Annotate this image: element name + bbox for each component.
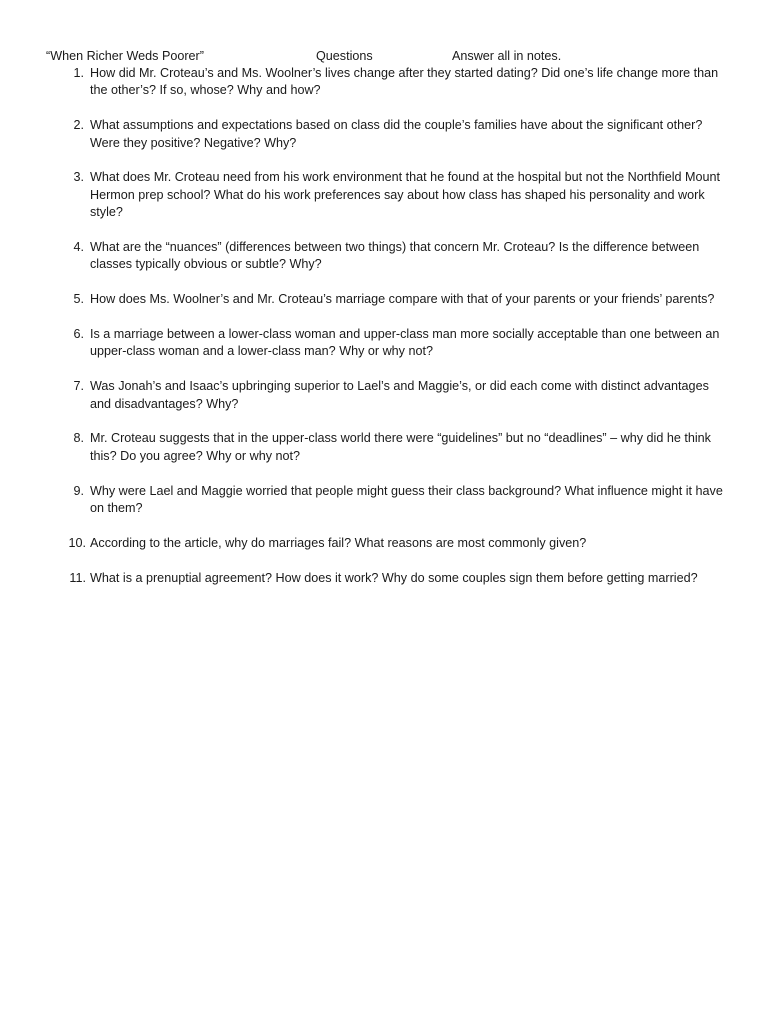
question-item	[0, 169, 768, 221]
document-header	[46, 47, 726, 65]
question-number: 10.	[68, 535, 86, 550]
section-label: Questions	[316, 49, 373, 63]
question-text: What does Mr. Croteau need from his work environment that he found at the hospital but not the Northfield Mount Hermon prep school? What do his work preferences say about how class has shaped his personality and work style?	[90, 170, 721, 220]
question-text: What assumptions and expectations based on class did the couple’s families have about the significant other? Were they positive? Negative? Why?	[90, 118, 703, 150]
document-title: “When Richer Weds Poorer”	[46, 49, 204, 63]
question-item	[0, 378, 768, 413]
question-item	[0, 535, 768, 552]
question-text: Mr. Croteau suggests that in the upper-class world there were “guidelines” but no “deadlines” – why did he think this? Do you agree? Why or why not?	[90, 431, 711, 463]
question-number: 1.	[73, 66, 84, 80]
question-item	[0, 483, 768, 518]
question-text: According to the article, why do marriages fail? What reasons are most commonly given?	[90, 535, 587, 550]
question-item	[0, 291, 768, 308]
question-item	[0, 570, 768, 587]
question-number: 11.	[69, 570, 86, 585]
question-text: Is a marriage between a lower-class woman and upper-class man more socially acceptable than one between an upper-class woman and a lower-class man? Why or why not?	[90, 327, 720, 359]
question-item	[0, 239, 768, 274]
question-number: 5.	[73, 292, 84, 307]
question-number: 4.	[73, 240, 84, 255]
question-number: 8.	[73, 431, 84, 446]
instruction-text: Answer all in notes.	[452, 49, 562, 63]
question-number: 7.	[73, 379, 84, 394]
question-text: How does Ms. Woolner’s and Mr. Croteau’s marriage compare with that of your parents or your friends’ parents?	[90, 292, 715, 307]
question-number: 3.	[73, 170, 84, 185]
question-text: What is a prenuptial agreement? How does it work? Why do some couples sign them before getting married?	[90, 570, 698, 585]
question-item	[0, 430, 768, 465]
question-text: How did Mr. Croteau’s and Ms. Woolner’s lives change after they started dating? Did one’s life change more than the other’s? If so, whose? Why and how?	[90, 66, 719, 98]
question-item	[0, 326, 768, 361]
question-text: Why were Lael and Maggie worried that people might guess their class background? What influence might it have on them?	[90, 483, 723, 516]
question-text: What are the “nuances” (differences between two things) that concern Mr. Croteau? Is the difference between classes typically obvious or subtle? Why?	[90, 240, 700, 272]
question-number: 2.	[73, 118, 84, 133]
question-item	[0, 117, 768, 152]
question-list	[0, 65, 768, 604]
question-number: 6.	[73, 327, 84, 342]
question-number: 9.	[73, 483, 84, 498]
question-text: Was Jonah’s and Isaac’s upbringing superior to Lael’s and Maggie’s, or did each come with distinct advantages and disadvantages? Why?	[90, 379, 709, 411]
question-item	[0, 65, 768, 100]
